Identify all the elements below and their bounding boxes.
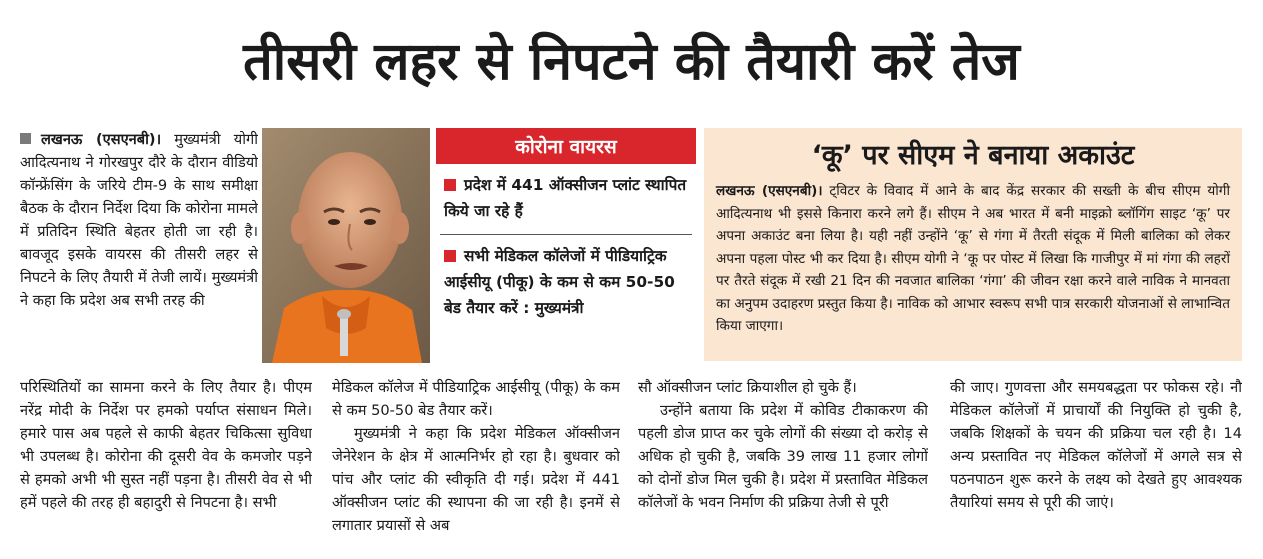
koo-box-text bbox=[716, 180, 1230, 338]
story-col3-paragraph-1: सौ ऑक्सीजन प्लांट क्रियाशील हो चुके हैं। bbox=[638, 379, 857, 396]
story-column-1-bottom: परिस्थितियों का सामना करने के लिए तैयार है। पीएम नरेंद्र मोदी के निर्देश पर हमको पर्याप्त संसाधन मिले। हमारे पास अब पहले से काफी बेहतर चिकित्सा सुविधा भी उपलब्ध है। कोरोना की दूसरी वेव के कमजोर पड़ने से हमको अभी भी सुस्त नहीं पड़ना है। तीसरी वेव से भी हमें पहले की तरह ही बहादुरी से निपटना है। सभी bbox=[20, 379, 312, 511]
koo-text-body: ट्विटर के विवाद में आने के बाद केंद्र सरकार की सख्ती के बीच सीएम योगी आदित्यनाथ भी इससे किनारा करने लगे हैं। सीएम ने अब भारत में बनी माइक्रो ब्लॉगिंग साइट ‘कू’ पर अपना अकाउंट बना लिया है। यही नहीं उन्होंने ‘कू’ से गंगा में तैरती संदूक में मिली बालिका को लेकर अपना पहला पोस्ट भी कर दिया है। सीएम योगी ने ‘कू पर पोस्ट में लिखा कि गाजीपुर में मां गंगा की लहरों पर तैरते संदूक में रखी 21 दिन की नवजात बालिका ‘गंगा’ की जीवन रक्षा करने वाले नाविक ने मानवता का अनुपम उदाहरण प्रस्तुत किया है। नाविक को आभार स्वरूप सभी पात्र सरकारी योजनाओं से लाभान्वित किया जाएगा। bbox=[716, 183, 1230, 334]
story-column-2 bbox=[332, 376, 620, 537]
portrait-photo-illustration bbox=[262, 128, 430, 363]
corona-box-header: कोरोना वायरस bbox=[436, 128, 696, 164]
red-bullet-icon bbox=[444, 179, 456, 191]
portrait-photo bbox=[262, 128, 430, 363]
story-col3-paragraph-2: उन्होंने बताया कि प्रदेश में कोविड टीकाकरण की पहली डोज प्राप्त कर चुके लोगों की संख्या दो करोड़ से अधिक हो चुकी है, जबकि 39 लाख 11 हजार लोगों को दोनों डोज मिल चुकी है। प्रदेश में प्रस्तावित मेडिकल कॉलेजों के भवन निर्माण की प्रक्रिया तेजी से पूरी bbox=[638, 402, 928, 511]
story-column-1-top bbox=[20, 128, 258, 312]
koo-account-box bbox=[704, 128, 1242, 361]
story-col4-paragraph-1: की जाए। गुणवत्ता और समयबद्धता पर फोकस रहे। नौ मेडिकल कॉलेजों में प्राचार्यों की नियुक्ति हो चुकी है, जबकि शिक्षकों के चयन की प्रक्रिया चल रही है। 14 अन्य प्रस्तावित नए मेडिकल कॉलेजों में अगले सत्र से पठनपाठन शुरू करने के लक्ष्य को देखते हुए आवश्यक तैयारियां समय से पूरी की जाएं। bbox=[950, 379, 1242, 511]
corona-virus-box bbox=[436, 128, 696, 365]
story-column-4 bbox=[950, 376, 1242, 514]
bullet-square-icon bbox=[20, 133, 31, 144]
koo-dateline: लखनऊ (एसएनबी)। bbox=[716, 183, 823, 199]
story-col2-paragraph-2: मुख्यमंत्री ने कहा कि प्रदेश मेडिकल ऑक्सीजन जेनेरेशन के क्षेत्र में आत्मनिर्भर हो रहा है। बुधवार को पांच और प्लांट की स्वीकृति दी गई। प्रदेश में 441 ऑक्सीजन प्लांट की स्थापना की जा रही है। इनमें से लगातार प्रयासों से अब bbox=[332, 425, 620, 534]
corona-point-2-text: सभी मेडिकल कॉलेजों में पीडियाट्रिक आईसीयू (पीकू) के कम से कम 50-50 बेड तैयार करें : मुख्यमंत्री bbox=[444, 247, 675, 317]
koo-box-title: ‘कू’ पर सीएम ने बनाया अकाउंट bbox=[811, 140, 1135, 171]
story-text-col1-top: मुख्यमंत्री योगी आदित्यनाथ ने गोरखपुर दौरे के दौरान वीडियो कॉन्फ्रेंसिंग के जरिये टीम-9 के साथ समीक्षा बैठक के दौरान निर्देश दिया कि कोरोना मामले में प्रतिदिन स्थिति बेहतर होती जा रही है। बावजूद इसके वायरस की तीसरी लहर से निपटने के लिए तैयारी में तेजी लायें। मुख्यमंत्री ने कहा कि प्रदेश अब सभी तरह की bbox=[20, 131, 258, 309]
corona-point-1-text: प्रदेश में 441 ऑक्सीजन प्लांट स्थापित किये जा रहे हैं bbox=[444, 176, 687, 220]
corona-point-2 bbox=[436, 235, 696, 321]
red-bullet-icon bbox=[444, 250, 456, 262]
story-dateline: लखनऊ (एसएनबी)। bbox=[41, 131, 162, 148]
story-col2-paragraph-1: मेडिकल कॉलेज में पीडियाट्रिक आईसीयू (पीकू) के कम से कम 50-50 बेड तैयार करें। bbox=[332, 379, 620, 419]
story-column-3 bbox=[638, 376, 928, 514]
corona-point-1 bbox=[436, 164, 696, 224]
headline: तीसरी लहर से निपटने की तैयारी करें तेज bbox=[243, 32, 1020, 92]
